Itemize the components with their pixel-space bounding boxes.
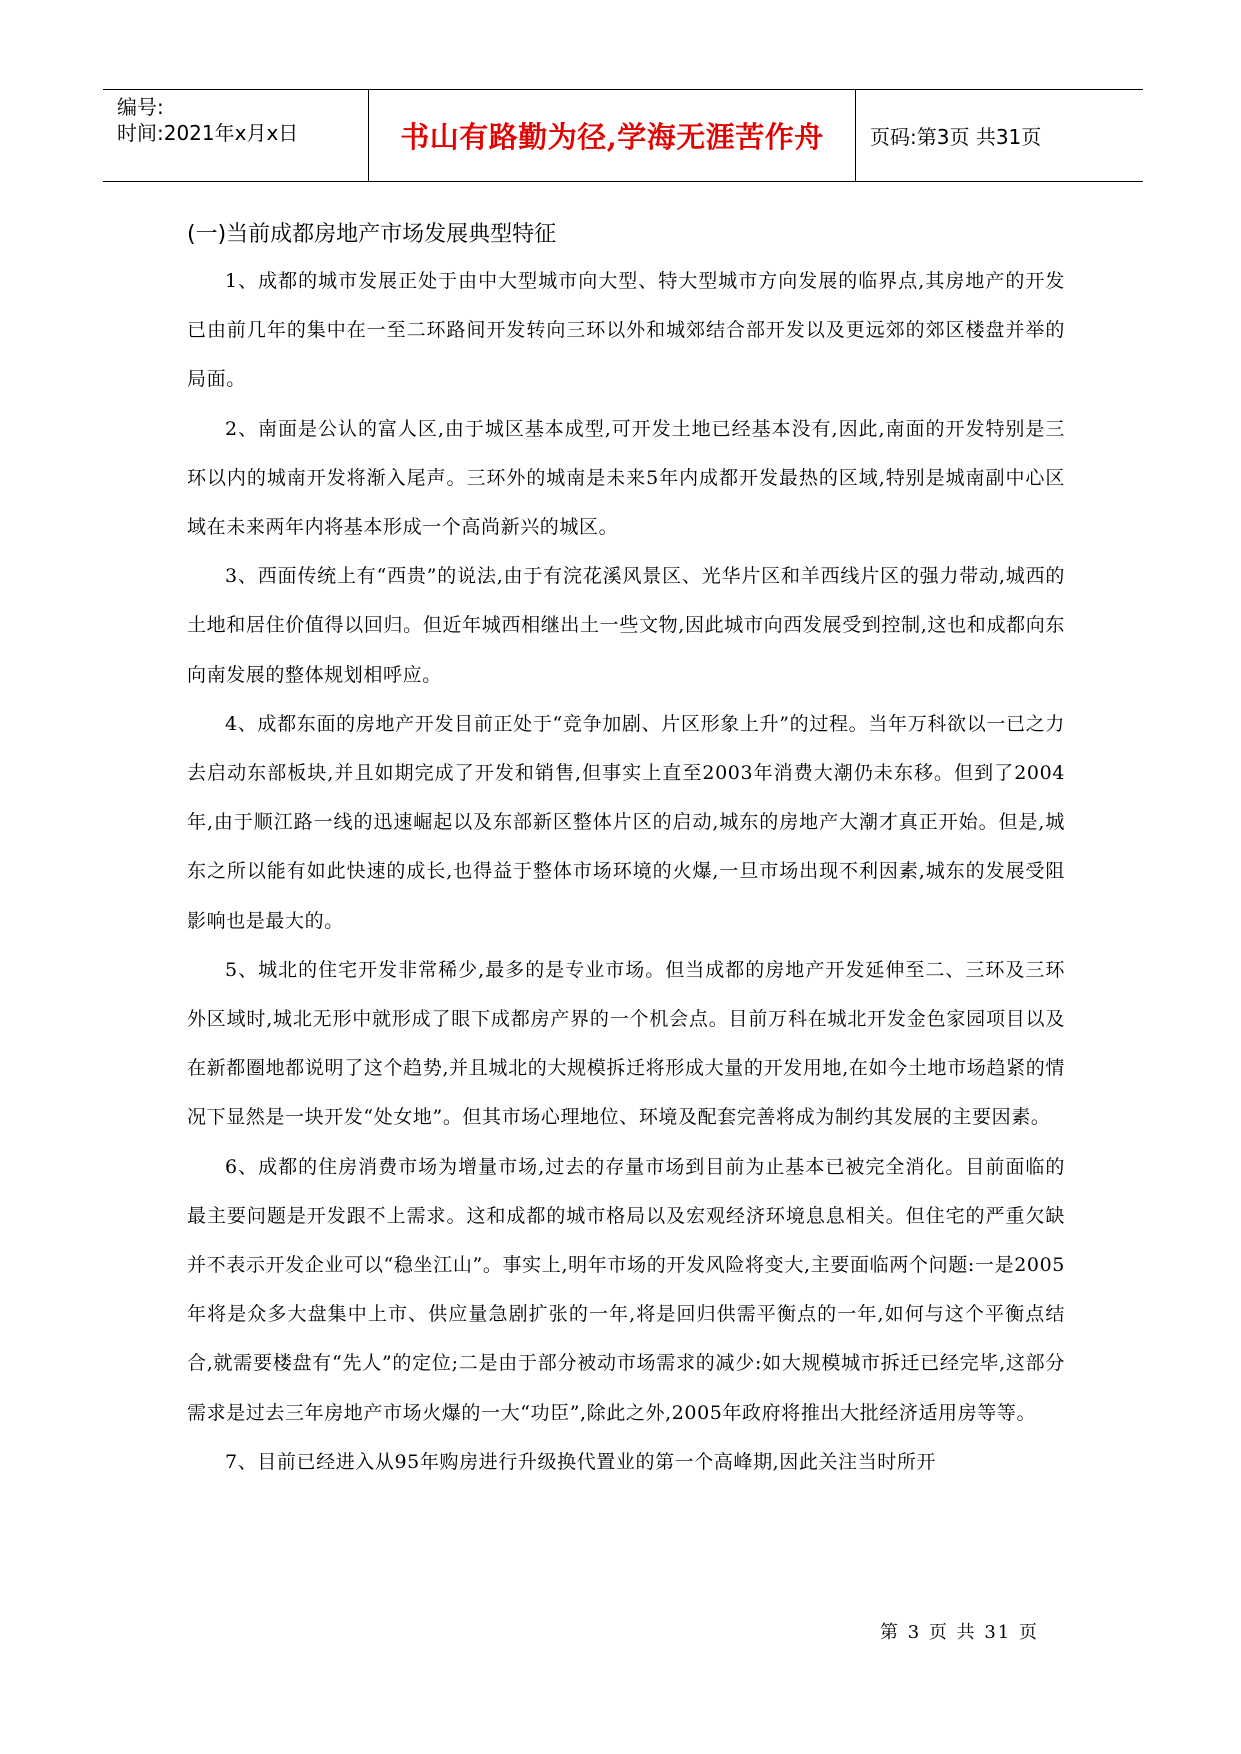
document-number-label: 编号: — [117, 95, 164, 119]
header-page-number: 页码:第3页 共31页 — [870, 125, 1042, 149]
page-header — [103, 89, 1143, 182]
paragraph-6: 6、成都的住房消费市场为增量市场,过去的存量市场到目前为止基本已被完全消化。目前面临的最主要问题是开发跟不上需求。这和成都的城市格局以及宏观经济环境息息相关。但住宅的严重欠缺并不表示开发企业可以“稳坐江山”。事实上,明年市场的开发风险将变大,主要面临两个问题:一是2005年将是众多大盘集中上市、供应量急剧扩张的一年,将是回归供需平衡点的一年,如何与这个平衡点结合,就需要楼盘有“先人”的定位;二是由于部分被动市场需求的减少:如大规模城市拆迁已经完毕,这部分需求是过去三年房地产市场火爆的一大“功臣”,除此之外,2005年政府将推出大批经济适用房等等。 — [187, 1155, 1065, 1424]
document-time-label: 时间:2021年x月x日 — [117, 121, 299, 145]
document-body — [187, 213, 1065, 1487]
paragraph-2: 2、南面是公认的富人区,由于城区基本成型,可开发土地已经基本没有,因此,南面的开发特别是三环以内的城南开发将渐入尾声。三环外的城南是未来5年内成都开发最热的区域,特别是城南副中心区域在未来两年内将基本形成一个高尚新兴的城区。 — [187, 417, 1065, 539]
paragraph-1: 1、成都的城市发展正处于由中大型城市向大型、特大型城市方向发展的临界点,其房地产的开发已由前几年的集中在一至二环路间开发转向三环以外和城郊结合部开发以及更远郊的郊区楼盘并举的局面。 — [187, 270, 1065, 391]
paragraph-7: 7、目前已经进入从95年购房进行升级换代置业的第一个高峰期,因此关注当时所开 — [225, 1450, 937, 1473]
header-meta — [103, 90, 369, 181]
paragraph-5: 5、城北的住宅开发非常稀少,最多的是专业市场。但当成都的房地产开发延伸至二、三环及三环外区域时,城北无形中就形成了眼下成都房产界的一个机会点。目前万科在城北开发金色家园项目以及在新都圈地都说明了这个趋势,并且城北的大规模拆迁将形成大量的开发用地,在如今土地市场趋紧的情况下显然是一块开发“处女地”。但其市场心理地位、环境及配套完善将成为制约其发展的主要因素。 — [187, 958, 1065, 1129]
section-title: (一)当前成都房地产市场发展典型特征 — [187, 222, 557, 247]
paragraph-4: 4、成都东面的房地产开发目前正处于“竞争加剧、片区形象上升”的过程。当年万科欲以一已之力去启动东部板块,并且如期完成了开发和销售,但事实上直至2003年消费大潮仍未东移。但到了2004年,由于顺江路一线的迅速崛起以及东部新区整体片区的启动,城东的房地产大潮才真正开始。但是,城东之所以能有如此快速的成长,也得益于整体市场环境的火爆,一旦市场出现不利因素,城东的发展受阻影响也是最大的。 — [187, 712, 1065, 932]
header-motto: 书山有路勤为径,学海无涯苦作舟 — [369, 90, 856, 181]
page-footer: 第 3 页 共 31 页 — [880, 1622, 1039, 1643]
paragraph-3: 3、西面传统上有“西贵”的说法,由于有浣花溪风景区、光华片区和羊西线片区的强力带动,城西的土地和居住价值得以回归。但近年城西相继出土一些文物,因此城市向西发展受到控制,这也和成都向东向南发展的整体规划相呼应。 — [187, 565, 1065, 686]
